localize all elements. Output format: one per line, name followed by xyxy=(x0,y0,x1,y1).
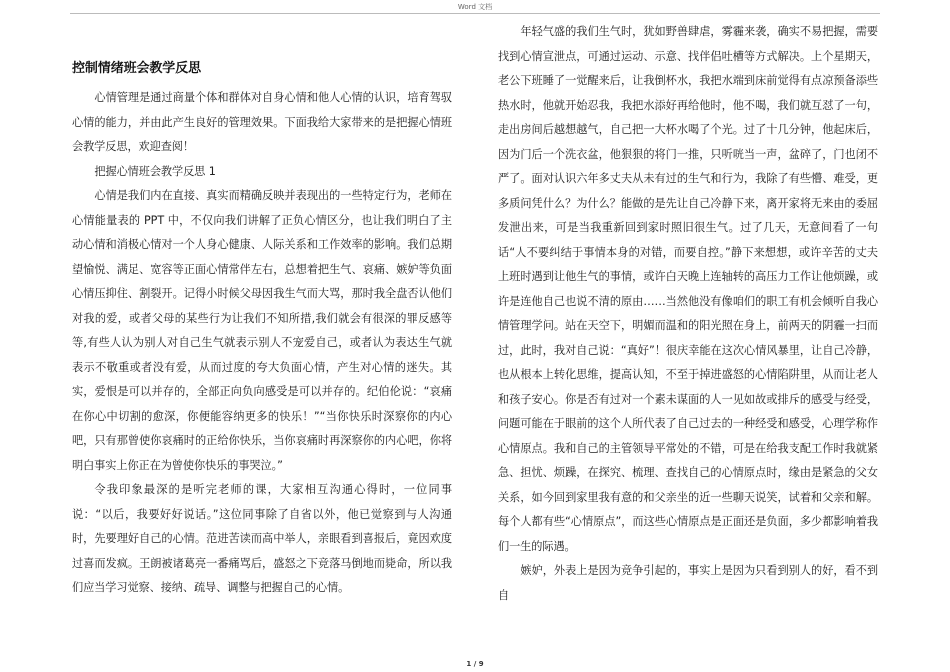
paragraph: 心情是我们内在直接、真实而精确反映并表现出的一些特定行为，老师在心情能量表的 PPT 中，不仅向我们讲解了正负心情区分，也让我们明白了主动心情和消极心情对一个人身心健康、人际关系和工作效率的影响。我们总期望愉悦、满足、宽容等正面心情常伴左右，总想着把生气、哀痛、嫉妒等负面心情压抑住、割裂开。记得小时候父母因我生气而大骂，那时我全盘否认他们对我的爱，或者父母的某些行为让我们不知所措,我们就会有很深的罪反感等等,有些人认为别人对自己生气就表示别人不宠爱自己，或者认为表达生气就表示不敬重或者没有爱，从而过度的夸大负面心情，产生对心情的迷失。其实，爱恨是可以并存的，全部正向负向感受是可以并存的。纪伯伦说：“哀痛在你心中切割的愈深，你便能容纳更多的快乐！”“当你快乐时深察你的内心吧，只有那曾使你哀痛时的正给你快乐，当你哀痛时再深察你的内心吧，你将明白事实上你正在为曾使你快乐的事哭泣。” xyxy=(72,189,452,472)
right-column xyxy=(498,20,878,608)
page-number: 1 / 9 xyxy=(466,660,484,668)
paragraph: 令我印象最深的是听完老师的课，大家相互沟通心得时，一位同事说：“以后，我要好好说话。”这位同事除了自省以外，他已觉察到与人沟通时，先要理好自己的心情。范进苦读而高中举人，亲眼看到喜报后，竟因欢度过喜而发疯。王朗被诸葛亮一番痛骂后，盛怒之下竞落马倒地而毙命，所以我们应当学习觉察、接纳、疏导、调整与把握自己的心情。 xyxy=(72,483,452,594)
section-heading: 把握心情班会教学反思 1 xyxy=(94,164,216,178)
paragraph: 年轻气盛的我们生气时，犹如野兽肆虐，雾霾来袭，确实不易把握，需要找到心情宣泄点，可通过运动、示意、找伴侣吐槽等方式解决。上个星期天，老公下班睡了一觉醒来后，让我倒杯水，我把水端到床前觉得有点凉预备添些热水时，他就开始忍我，我把水添好再给他时，他不喝，我们就互怼了一句，走出房间后越想越气，自己把一大杯水喝了个光。过了十几分钟，他起床后，因为门后一个洗衣盆，他狠狠的将门一推，只听咣当一声，盆碎了，门也闭不严了。面对认识六年多丈夫从未有过的生气和行为，我除了有些懵、难受，更多质问凭什么？为什么？能做的是先让自己冷静下来，离开家将无来由的委屈发泄出来，可是当我重新回到家时照旧很生气。过了几天，无意间看了一句话“人不要纠结于事情本身的对错，而要自控。”静下来想想，或许辛苦的丈夫上班时遇到让他生气的事情，或许白天晚上连轴转的高压力工作让他烦躁，或许是连他自己也说不清的原由……当然他没有像咱们的职工有机会倾听自我心情管理学问。站在天空下，明媚而温和的阳光照在身上，前两天的阴霾一扫而过，此时，我对自己说：“真好”！很庆幸能在这次心情风暴里，让自己冷静，也从根本上转化思维，提高认知，不至于掉进盛怒的心情陷阱里，从而让老人和孩子安心。你是否有过对一个素未谋面的人一见如故或排斥的感受与经受，问题可能在于眼前的这个人所代表了自己过去的一种经受和感受，心理学称作心情原点。我和自己的主管领导平常处的不错，可是在给我支配工作时我就紧急、担忧、烦躁，在探究、梳理、查找自己的心情原点时，缘由是紧急的父女关系，如今回到家里我有意的和父亲坐的近一些聊天说笑，试着和父亲和解。每个人都有些“心情原点”，而这些心情原点是正面还是负面，多少都影响着我们一生的际遇。 xyxy=(498,25,878,553)
left-column xyxy=(72,58,452,601)
paragraph: 心情管理是通过商量个体和群体对自身心情和他人心情的认识，培育驾驭心情的能力，并由此产生良好的管理效果。下面我给大家带来的是把握心情班会教学反思，欢迎查阅！ xyxy=(72,91,452,153)
document-title: 控制情绪班会教学反思 xyxy=(72,61,202,76)
document-header-label: Word 文档 xyxy=(457,3,493,11)
paragraph: 嫉妒，外表上是因为竞争引起的，事实上是因为只看到别人的好，看不到自 xyxy=(498,564,878,602)
header-divider xyxy=(70,13,880,14)
